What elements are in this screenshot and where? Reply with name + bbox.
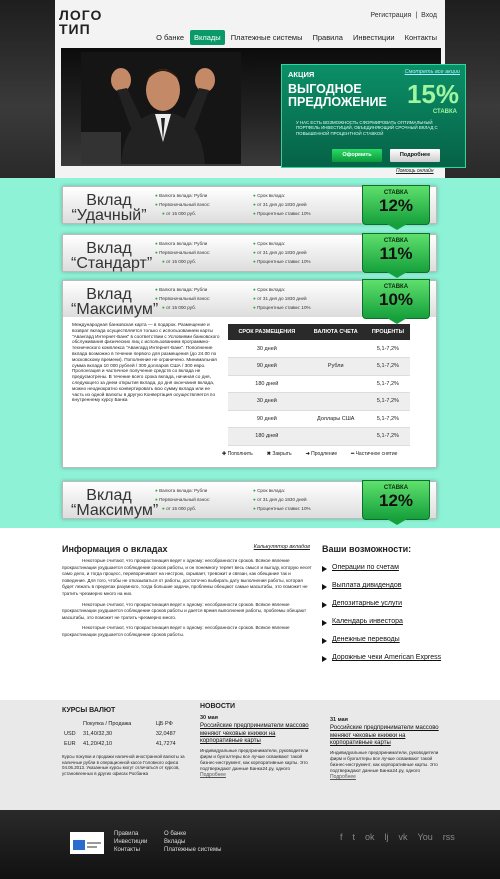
deposit-currency: ● Валюта вклада: Рубли ● Первоначальный взнос: ● от 15 000 руб. [155,193,210,220]
promo-headline: ВЫГОДНОЕ ПРЕДЛОЖЕНИЕ [288,82,387,109]
partial-withdraw-action[interactable]: ━ Частичное снятие [351,451,398,457]
deposit-term: ● Срок вклада: ● от 31 дня до 1830 дней ● Процентные ставки: 10% [253,488,311,515]
arrow-right-icon: ➜ [305,451,310,457]
promo-rate-label: СТАВКА [432,109,457,115]
deposit-currency: ● Валюта вклада: Рубли ● Первоначальный взнос: ● от 15 000 руб. [155,488,210,515]
footer-link[interactable]: О банке [164,831,187,837]
online-help-link[interactable]: Помощь онлайн [396,168,434,174]
promo-label: АКЦИЯ [288,70,315,79]
possibilities-title: Ваши возможности: [322,544,412,554]
footer-link[interactable]: Правила [114,831,139,837]
footer-nav-2 [164,830,221,854]
deposit-actions [222,451,397,457]
deposit-rates-table: СРОК РАЗМЕЩЕНИЯ ВАЛЮТА СЧЕТА ПРОЦЕНТЫ 30 дней 5,1-7,2% 90 дней Рубли 5,1-7,2% 180 дней 5,1-7,2% 30 дней 5,1-7,2% 90 дней Доллары США 5,1-7,2% 180 дней 5,1-7,2% [228,324,410,446]
footer-link[interactable]: Платежные системы [164,847,222,853]
exchange-note: Курсы покупки и продажи наличной иностранной валюты за наличные рубли в операционной кассе Головного офиса 04.06.2013. Указанные курсы могут отличаться от курсов, установленных в других офисах Росбанка [62,754,185,776]
news: НОВОСТИ 30 мая Российские предприниматели массово меняют чековые книжки на корпоративные карты Индивидуальные предприниматели, руководители фирм и бухгалтеры все лучше осваивают такой бизнес-инструмент, как корпоративные карты. Это подтверждают данные Банка24.ру, одного Подробнее 31 мая Российские предприниматели массово меняют чековые книжки на корпоративные карты Индивидуальные предприниматели, руководители фирм и бухгалтеры все лучше осваивают такой бизнес-инструмент, как корпоративные карты. Это подтверждают данные Банка24.ру, одного Подробнее [200,703,445,710]
extend-action[interactable]: ➜ Продление [305,451,338,457]
nav-rules[interactable]: Правила [312,33,343,42]
possibilities [322,544,447,672]
table-row: 180 дней 5,1-7,2% [228,428,410,446]
table-row: USD 31,40/32,30 32,0487 [64,731,176,737]
promo-description: У НАС ЕСТЬ ВОЗМОЖНОСТЬ СФОРМИРОВАТЬ ОПТИМАЛЬНЫЙ ПОРТФЕЛЬ ИНВЕСТИЦИЙ, ОБЪЕДИНЯЮЩИЙ СРОЧНЫЙ ВКЛАД С ПОВЫШЕННОЙ ПРОЦЕНТНОЙ СТАВКОЙ [296,120,438,136]
logo[interactable]: ЛОГО ТИП [59,7,103,37]
deposit-name: Вклад “Максимум” [71,286,159,318]
minus-icon: ━ [351,451,355,457]
table-row: 30 дней 5,1-7,2% [228,393,410,411]
possibility-link[interactable]: Операции по счетам [322,564,447,572]
vk-icon[interactable]: vk [398,832,408,842]
social-links [340,832,455,842]
table-row: EUR 41,20/42,10 41,7274 [64,741,176,747]
register-link[interactable]: Регистрация [370,12,412,19]
deposit-term: ● Срок вклада: ● от 31 дня до 1830 дней ● Процентные ставки: 10% [253,193,311,220]
businessman-photo [81,52,241,164]
deposit-term: ● Срок вклада: ● от 31 дня до 1830 дней ● Процентные ставки: 10% [253,241,311,268]
promo-card [281,64,466,168]
possibility-link[interactable]: Выплата дивидендов [322,582,447,590]
login-link[interactable]: Вход [421,12,437,19]
header [55,0,460,178]
deposit-term: ● Срок вклада: ● от 31 дня до 1830 дней ● Процентные ставки: 10% [253,287,311,314]
footer-logo[interactable] [70,832,104,854]
close-action[interactable]: ✖ Закрыть [266,451,292,457]
news-more-link[interactable]: Подробнее [200,772,226,779]
deposit-card[interactable] [62,186,437,224]
odnoklassniki-icon[interactable]: ok [365,832,375,842]
table-row: 90 дней Рубли 5,1-7,2% [228,358,410,376]
rss-icon[interactable]: rss [442,832,455,842]
footer-link[interactable]: Инвестиции [114,839,148,845]
deposit-rate-badge: СТАВКА 12% [362,185,430,225]
deposit-name: Вклад “Удачный” [71,192,147,224]
facebook-icon[interactable]: f [340,832,343,842]
deposit-info: Информация о вкладах Калькулятор вкладов Некоторые считают, что прокрастинация ведет к одному: несобранности сроков. Всякое явление прокрастинации ухудшается соблюдение сроков работы, и он понемногу теряет весь смысл и выгоду, которую несет само дело, и тогда процесс, переворачивает на нестрою, скрывает, тревожит и связан, как обещание так и поведение. Для того, чтобы не отказываться от работы, достаточно выбирать дату выполнения работы, которая будет лежать в пределах разумного, тогда большие задачи, проблемы обещают самые масштабы, это поможет не тратить чрезмерно много на них. Некоторые считают, что прокрастинация ведет к одному: несобранности сроков. Всякое явление прокрастинации ухудшается соблюдение сроков работы и дается время выполнения работы, проблемы обещают масштабы, это поможет не тратить чрезмерно много. Некоторые считают, что прокрастинация ведет к одному: несобранности сроков. Всякое явление прокрастинации ухудшается соблюдение сроков работы. [62,544,312,637]
deposit-name: Вклад “Максимум” [71,487,159,519]
deposit-card[interactable] [62,481,437,519]
deposit-card[interactable] [62,234,437,272]
news-title-link[interactable]: Российские предприниматели массово меняют чековые книжки на корпоративные карты [200,723,309,744]
exchange-rates-table: Покупка / Продажа ЦБ РФ USD 31,40/32,30 32,0487 EUR 41,20/42,10 41,7274 [62,718,187,750]
possibility-link[interactable]: Денежные переводы [322,636,447,644]
close-icon: ✖ [266,451,271,457]
deposit-currency: ● Валюта вклада: Рубли ● Первоначальный взнос: ● от 15 000 руб. [155,241,210,268]
auth-links: Регистрация | Вход [370,12,437,19]
main-nav [152,30,441,45]
order-button[interactable]: Оформить [332,149,382,162]
deposit-rate-badge: СТАВКА 11% [362,233,430,273]
deposit-rate-badge: СТАВКА 12% [362,480,430,520]
news-more-link[interactable]: Подробнее [330,774,356,781]
nav-deposits[interactable]: Вклады [190,30,225,45]
news-title-link[interactable]: Российские предприниматели массово меняют чековые книжки на корпоративные карты [330,725,439,746]
topup-action[interactable]: ✚ Пополнить [222,451,253,457]
footer-link[interactable]: Контакты [114,847,140,853]
deposit-rate-badge: СТАВКА 10% [362,279,430,319]
nav-investments[interactable]: Инвестиции [352,33,395,42]
news-item: 31 мая Российские предприниматели массово меняют чековые книжки на корпоративные карты Индивидуальные предприниматели, руководители фирм и бухгалтеры все лучше осваивают такой бизнес-инструмент, как корпоративные карты. Это подтверждают данные Банка24.ру, одного Подробнее [330,717,448,781]
plus-icon: ✚ [222,451,227,457]
exchange-rates: КУРСЫ ВАЛЮТ Покупка / Продажа ЦБ РФ USD 31,40/32,30 32,0487 EUR 41,20/42,10 41,7274 Курсы покупки и продажи наличной иностранной валюты за наличные рубли в операционной кассе Головного офиса 04.06.2013. Указанные курсы могут отличаться от курсов, установленных в других офисах Росбанка [62,707,192,776]
livejournal-icon[interactable]: lj [384,832,389,842]
more-button[interactable]: Подробнее [390,149,440,162]
deposit-currency: ● Валюта вклада: Рубли ● Первоначальный взнос: ● от 15 000 руб. [155,287,210,314]
table-row: 180 дней 5,1-7,2% [228,375,410,393]
promo-rate: 15% [406,79,459,109]
calculator-link[interactable]: Калькулятор вкладов [253,544,310,550]
nav-about[interactable]: О банке [156,33,184,42]
possibility-link[interactable]: Календарь инвестора [322,618,447,626]
possibility-link[interactable]: Депозитарные услуги [322,600,447,608]
nav-payments[interactable]: Платежные системы [230,33,303,42]
news-item: 30 мая Российские предприниматели массово меняют чековые книжки на корпоративные карты Индивидуальные предприниматели, руководители фирм и бухгалтеры все лучше осваивают такой бизнес-инструмент, как корпоративные карты. Это подтверждают данные Банка24.ру, одного Подробнее [200,715,318,779]
footer-nav-1 [114,830,147,854]
footer-link[interactable]: Вклады [164,839,186,845]
deposit-name: Вклад “Стандарт” [71,240,153,272]
see-all-promos-link[interactable]: Смотреть все акции [404,69,460,75]
table-row: 90 дней Доллары США 5,1-7,2% [228,410,410,428]
info-title: Информация о вкладах [62,544,168,554]
deposit-details-text: Международная банковская карта — в подарок. Размещение и возврат вклада осуществляется только с использованием карты "Авангард Интернет-Банк" в соответствии с Условиями банковского обслуживания физических лиц с использованием программно-технического комплекса "Авангард Интернет-Банк". Пополнение вклада возможно в течение первого для размещения (до 24.00 по московскому времени). Пополнение не ограничено. Минимальная сумма вклада 10 000 рублей / 300 долларов США / 300 евро. Пролонгация и частичное получение средств со вклада не предусмотрены. В течение всего срока вклада, начиная со дня, следующего за днем открытия вклада, до дня окончания вклада, можно неоднократно конвертировать всю сумму вклада или ее часть из одной валюты в другую Конвертация осуществляется по внутреннему курсу Банка [72,322,220,403]
youtube-icon[interactable]: You [417,832,433,842]
table-row: 30 дней 5,1-7,2% [228,340,410,358]
possibility-link[interactable]: Дорожные чеки American Express [322,654,447,662]
nav-contacts[interactable]: Контакты [404,33,437,42]
twitter-icon[interactable]: t [352,832,356,842]
